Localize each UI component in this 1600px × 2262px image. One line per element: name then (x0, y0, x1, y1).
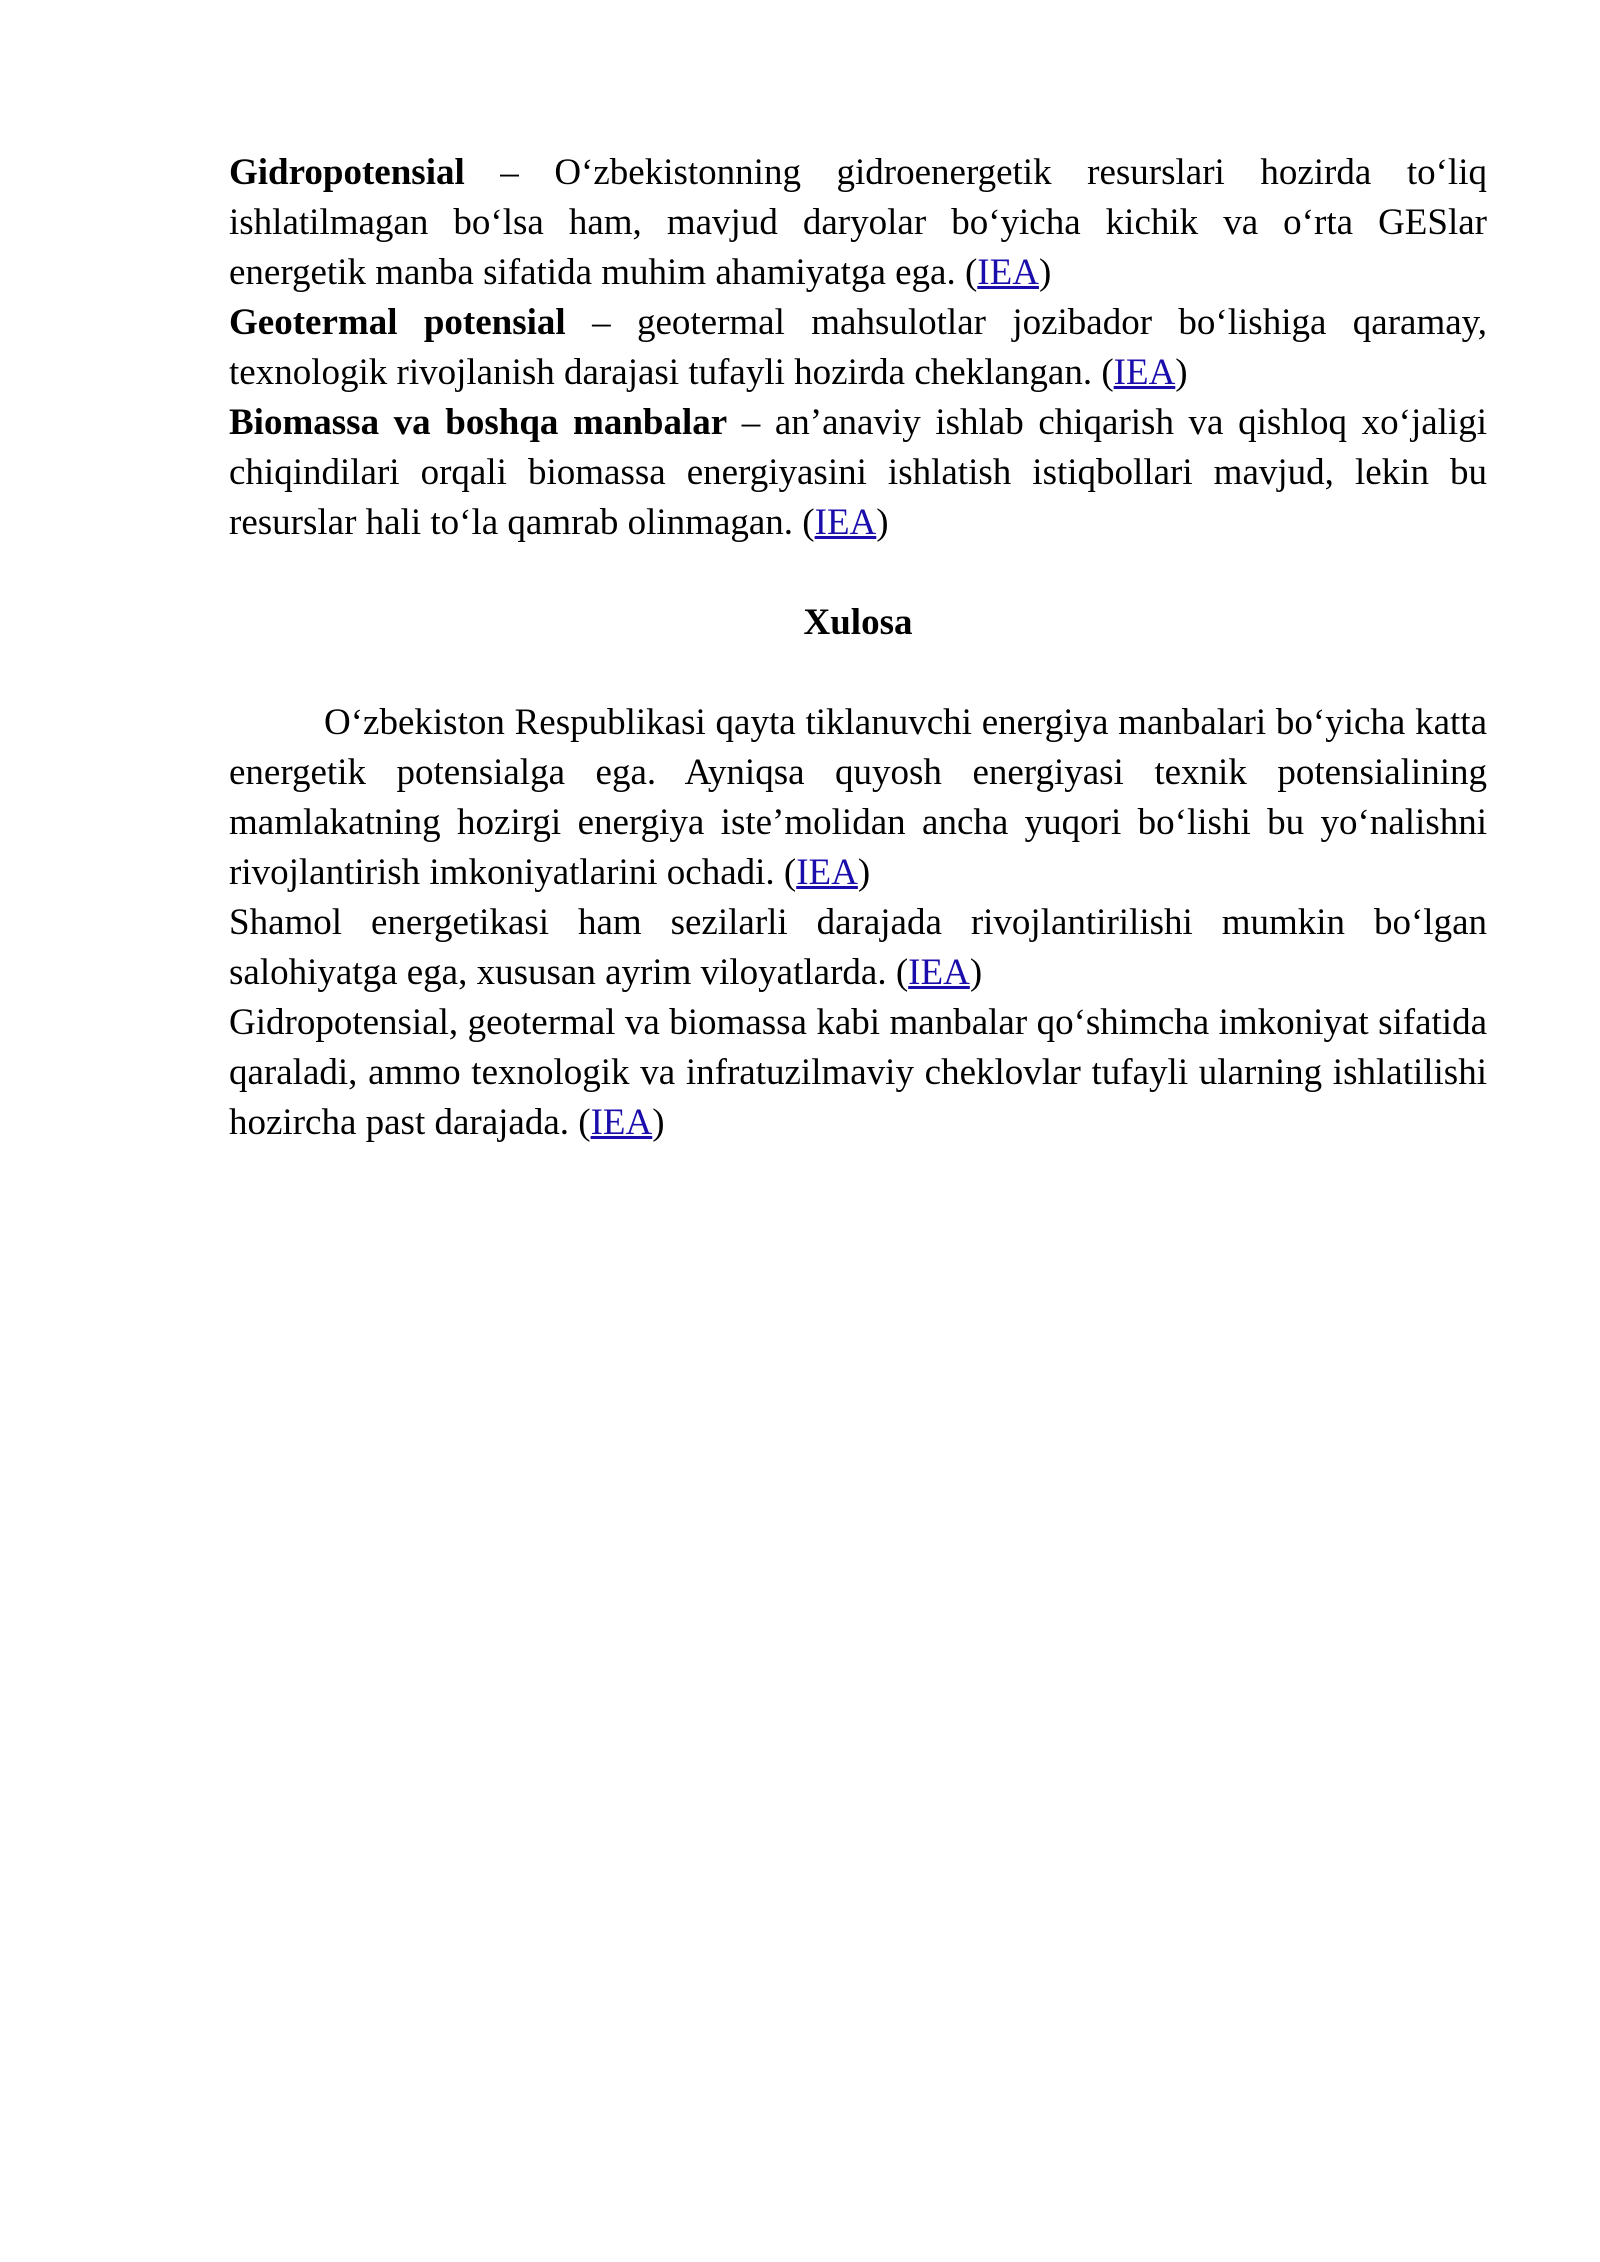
iea-citation-link[interactable]: IEA (814, 502, 877, 543)
paragraph-text: Shamol energetikasi ham sezilarli darajada rivojlantirilishi mumkin bo‘lgan salohiyatga ega, xususan ayrim viloyatlarda. ( (229, 902, 1487, 993)
term-gidropotensial: Gidropotensial (229, 152, 465, 193)
closing-paren: ) (1038, 252, 1052, 293)
paragraph-geotermal (229, 298, 1487, 398)
paragraph-text: Gidropotensial, geotermal va biomassa kabi manbalar qo‘shimcha imkoniyat sifatida qaraladi, ammo texnologik va infratuzilmaviy cheklovlar tufayli ularning ishlatilishi hozircha past darajada. ( (229, 1002, 1487, 1143)
conclusion-paragraph-3 (229, 998, 1487, 1148)
paragraph-text: – O‘zbekistonning gidroenergetik resurslari hozirda to‘liq ishlatilmagan bo‘lsa ham, mavjud daryolar bo‘yicha kichik va o‘rta GESlar energetik manba sifatida muhim ahamiyatga ega. ( (229, 152, 1487, 293)
closing-paren: ) (652, 1102, 665, 1143)
closing-paren: ) (1175, 352, 1188, 393)
term-geotermal: Geotermal potensial (229, 302, 566, 343)
term-biomassa: Biomassa va boshqa manbalar (229, 402, 728, 443)
paragraph-biomassa (229, 398, 1487, 548)
iea-citation-link[interactable]: IEA (977, 252, 1039, 293)
iea-citation-link[interactable]: IEA (590, 1102, 653, 1143)
document-body (229, 148, 1487, 1148)
iea-citation-link[interactable]: IEA (908, 952, 970, 993)
section-heading-xulosa: Xulosa (803, 602, 913, 643)
iea-citation-link[interactable]: IEA (1113, 352, 1176, 393)
closing-paren: ) (857, 852, 871, 893)
iea-citation-link[interactable]: IEA (796, 852, 858, 893)
paragraph-text: – an’anaviy ishlab chiqarish va qishloq xo‘jaligi chiqindilari orqali biomassa energiyasini ishlatish istiqbollari mavjud, lekin bu resurslar hali to‘la qamrab olinmagan. ( (229, 402, 1487, 543)
closing-paren: ) (969, 952, 983, 993)
paragraph-gidropotensial (229, 148, 1487, 298)
closing-paren: ) (876, 502, 889, 543)
paragraph-text: O‘zbekiston Respublikasi qayta tiklanuvchi energiya manbalari bo‘yicha katta energetik potensialga ega. Ayniqsa quyosh energiyasi texnik potensialining mamlakatning hozirgi energiya iste’molidan ancha yuqori bo‘lishi bu yo‘nalishni rivojlantirish imkoniyatlarini ochadi. ( (229, 702, 1487, 893)
paragraph-text: – geotermal mahsulotlar jozibador bo‘lishiga qaramay, texnologik rivojlanish darajasi tufayli hozirda cheklangan. ( (229, 302, 1487, 393)
conclusion-paragraph-2 (229, 898, 1487, 998)
conclusion-paragraph-1 (229, 698, 1487, 898)
